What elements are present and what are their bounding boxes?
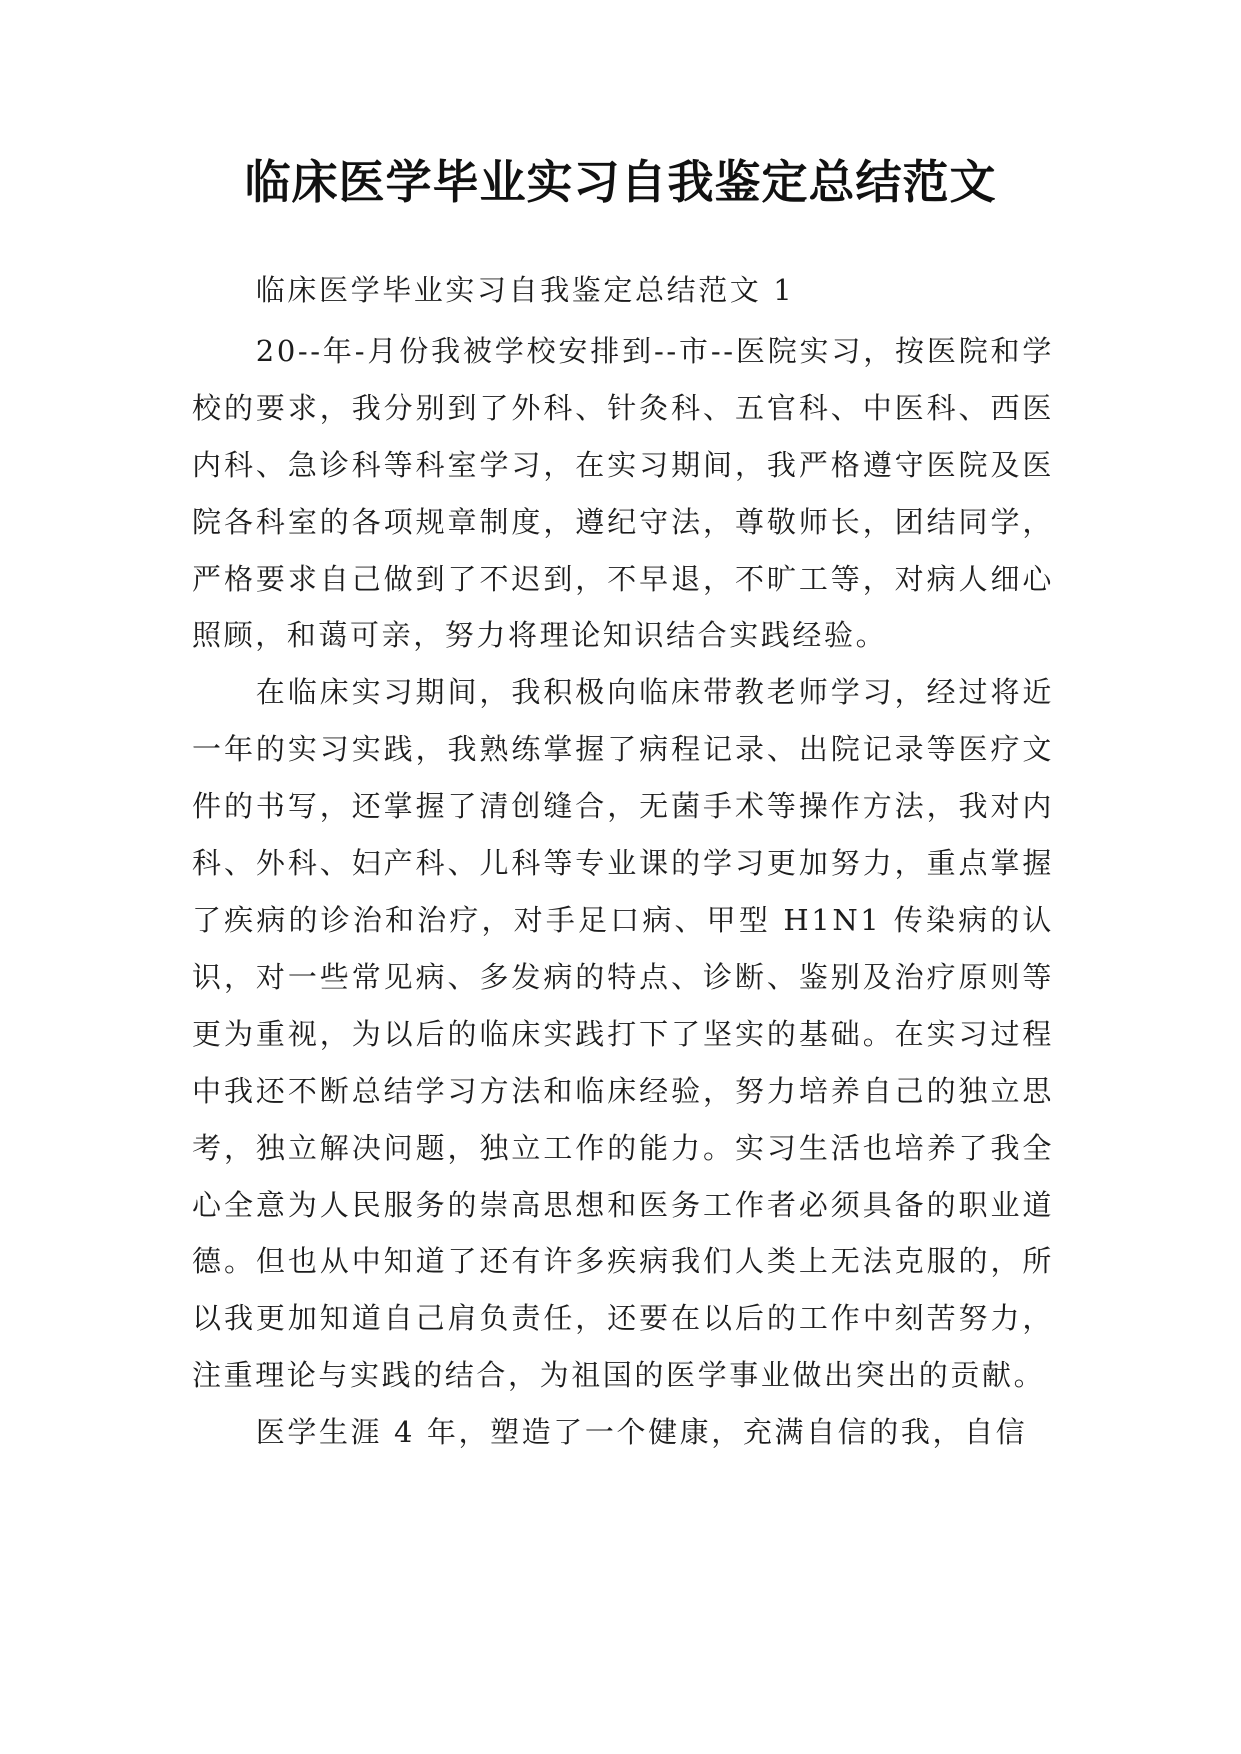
body-paragraph: 医学生涯 4 年，塑造了一个健康，充满自信的我，自信	[255, 1415, 1028, 1450]
section-heading: 临床医学毕业实习自我鉴定总结范文 1	[255, 273, 795, 307]
document-title: 临床医学毕业实习自我鉴定总结范文	[244, 155, 997, 209]
body-paragraph: 在临床实习期间，我积极向临床带教老师学习，经过将近一年的实习实践，我熟练掌握了病程记录、出院记录等医疗文件的书写，还掌握了清创缝合，无菌手术等操作方法，我对内科、外科、妇产科、儿科等专业课的学习更加努力，重点掌握了疾病的诊治和治疗，对手足口病、甲型 H1N1 传染病的认识，对一些常见病、多发病的特点、诊断、鉴别及治疗原则等更为重视，为以后的临床实践打下了坚实的基础。在实习过程中我还不断总结学习方法和临床经验，努力培养自己的独立思考，独立解决问题，独立工作的能力。实习生活也培养了我全心全意为人民服务的崇高思想和医务工作者必须具备的职业道德。但也从中知道了还有许多疾病我们人类上无法克服的，所以我更加知道自己肩负责任，还要在以后的工作中刻苦努力，注重理论与实践的结合，为祖国的医学事业做出突出的贡献。	[192, 675, 1054, 1393]
body-paragraph: 20--年-月份我被学校安排到--市--医院实习，按医院和学校的要求，我分别到了外科、针灸科、五官科、中医科、西医内科、急诊科等科室学习，在实习期间，我严格遵守医院及医院各科室的各项规章制度，遵纪守法，尊敬师长，团结同学，严格要求自己做到了不迟到，不早退，不旷工等，对病人细心照顾，和蔼可亲，努力将理论知识结合实践经验。	[192, 333, 1054, 653]
document-body	[192, 262, 1054, 1461]
